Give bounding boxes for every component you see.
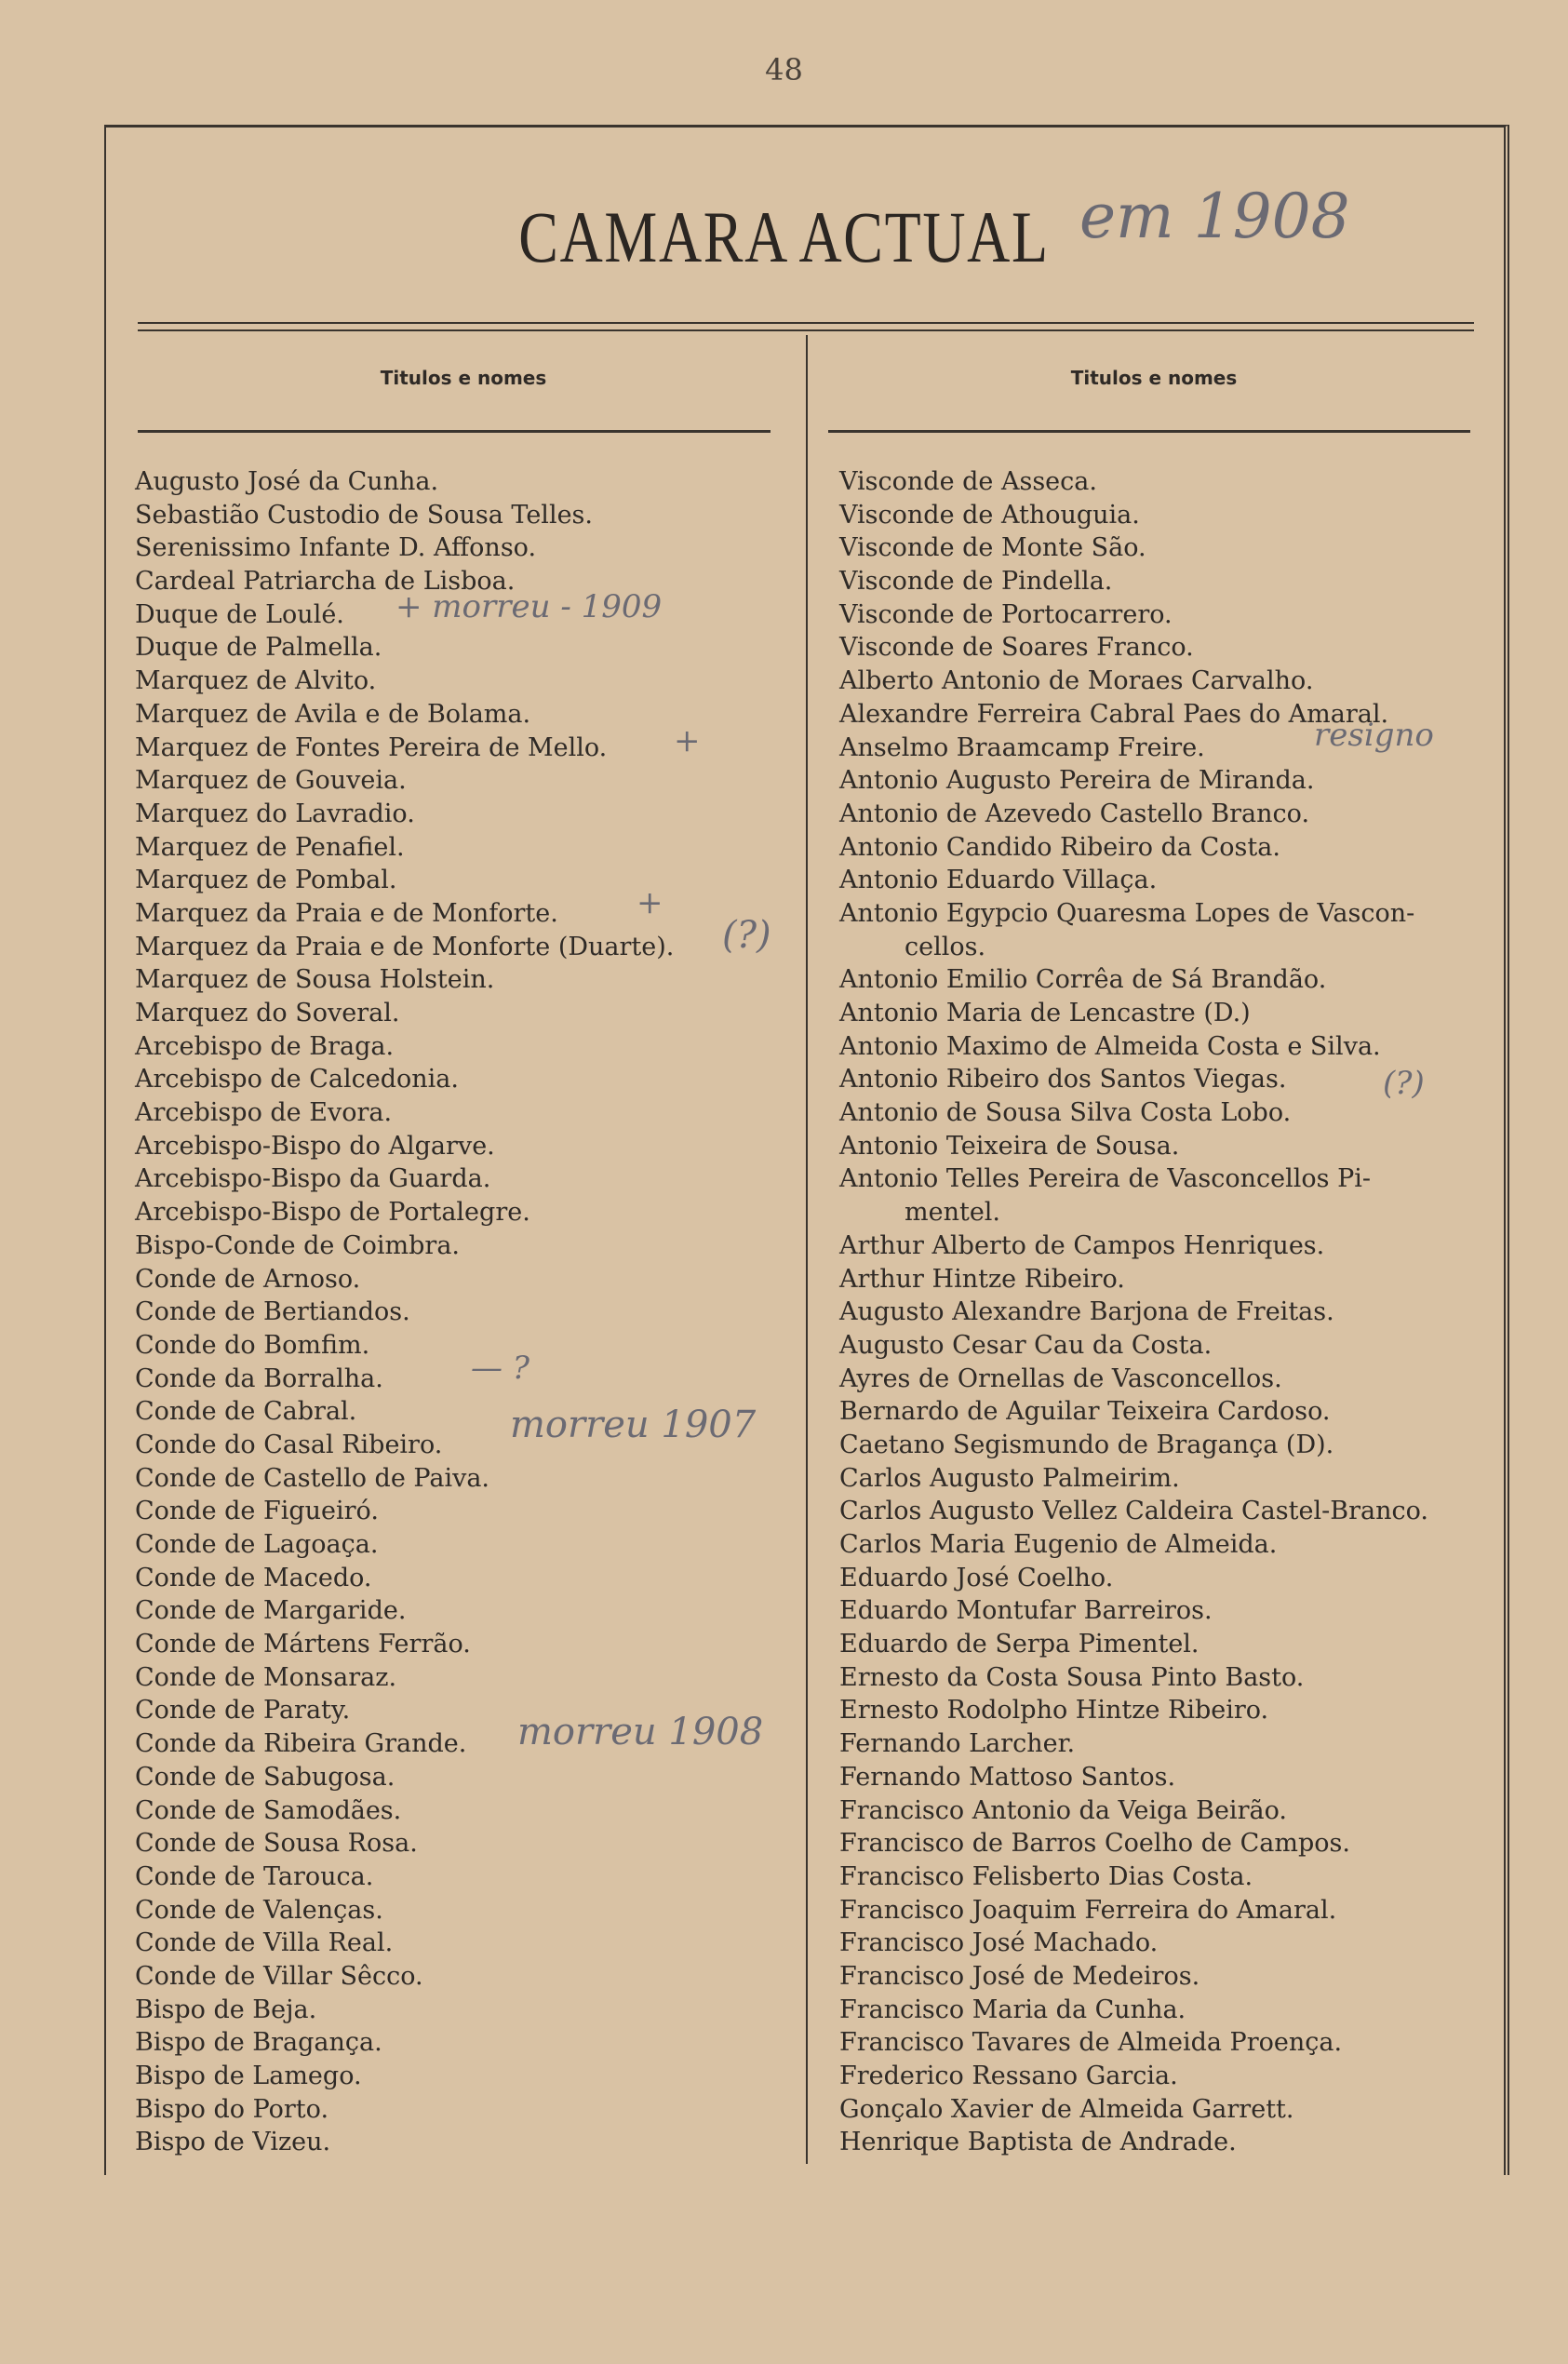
left-names-list bbox=[135, 465, 674, 2159]
left-name-entry: Arcebispo de Braga. bbox=[135, 1031, 395, 1061]
right-name-entry: mentel. bbox=[905, 1198, 1001, 1228]
right-name-entry: Alberto Antonio de Moraes Carvalho. bbox=[839, 666, 1314, 696]
right-name-entry: Anselmo Braamcamp Freire. bbox=[839, 732, 1205, 762]
annotation-fontes: + bbox=[674, 722, 701, 759]
right-name-entry: Ernesto Rodolpho Hintze Ribeiro. bbox=[839, 1696, 1269, 1726]
right-name-entry: Frederico Ressano Garcia. bbox=[839, 2062, 1178, 2090]
left-name-entry: Conde da Ribeira Grande. bbox=[135, 1729, 467, 1759]
page-title: CAMARA ACTUAL bbox=[518, 196, 1050, 277]
annotation-praia-duarte: (?) bbox=[722, 914, 771, 957]
right-name-entry: Visconde de Asseca. bbox=[839, 467, 1097, 496]
right-name-entry: Visconde de Soares Franco. bbox=[839, 633, 1194, 663]
left-name-entry: Marquez de Pombal. bbox=[135, 866, 397, 895]
annotation-casal-ribeiro: morreu 1907 bbox=[510, 1404, 757, 1446]
left-name-entry: Conde de Paraty. bbox=[135, 1696, 351, 1726]
right-name-entry: Ayres de Ornellas de Vasconcellos. bbox=[839, 1363, 1282, 1393]
right-name-entry: Caetano Segismundo de Bragança (D). bbox=[839, 1430, 1334, 1459]
right-name-entry: Antonio Ribeiro dos Santos Viegas. bbox=[839, 1065, 1287, 1095]
left-name-entry: Duque de Palmella. bbox=[135, 633, 382, 663]
right-name-entry: Antonio Egypcio Quaresma Lopes de Vascon- bbox=[839, 898, 1415, 928]
left-name-entry: Conde de Sousa Rosa. bbox=[135, 1829, 418, 1859]
left-name-entry: Marquez de Sousa Holstein. bbox=[135, 965, 495, 995]
right-name-entry: Ernesto da Costa Sousa Pinto Basto. bbox=[839, 1662, 1305, 1692]
left-name-entry: Bispo-Conde de Coimbra. bbox=[135, 1230, 461, 1260]
right-name-entry: Francisco Antonio da Veiga Beirão. bbox=[839, 1795, 1287, 1825]
right-name-entry: Antonio de Azevedo Castello Branco. bbox=[839, 799, 1310, 828]
left-header-rule bbox=[138, 430, 771, 433]
left-name-entry: Conde de Cabral. bbox=[135, 1397, 357, 1427]
left-name-entry: Arcebispo de Calcedonia. bbox=[135, 1065, 459, 1095]
right-name-entry: Antonio Telles Pereira de Vasconcellos Pi- bbox=[839, 1164, 1372, 1194]
right-name-entry: Gonçalo Xavier de Almeida Garrett. bbox=[839, 2094, 1294, 2124]
right-name-entry: Francisco José de Medeiros. bbox=[839, 1961, 1200, 1991]
left-name-entry: Arcebispo-Bispo da Guarda. bbox=[135, 1164, 491, 1194]
left-name-entry: Marquez de Avila e de Bolama. bbox=[135, 699, 531, 729]
left-name-entry: Conde do Casal Ribeiro. bbox=[135, 1430, 443, 1459]
left-name-entry: Conde de Valenças. bbox=[135, 1895, 383, 1925]
right-name-entry: Antonio Emilio Corrêa de Sá Brandão. bbox=[839, 965, 1327, 995]
left-name-entry: Serenissimo Infante D. Affonso. bbox=[135, 533, 537, 563]
right-name-entry: Alexandre Ferreira Cabral Paes do Amaral. bbox=[839, 699, 1389, 729]
column-divider bbox=[806, 335, 808, 2164]
annotation-braamcamp: resigno bbox=[1314, 717, 1434, 754]
left-name-entry: Marquez de Fontes Pereira de Mello. bbox=[135, 732, 608, 762]
right-name-entry: Visconde de Monte São. bbox=[839, 533, 1146, 563]
title-double-rule bbox=[138, 322, 1474, 331]
right-name-entry: Fernando Mattoso Santos. bbox=[839, 1762, 1176, 1792]
left-name-entry: Marquez da Praia e de Monforte. bbox=[135, 898, 558, 928]
left-name-entry: Marquez da Praia e de Monforte (Duarte). bbox=[135, 932, 675, 961]
left-name-entry: Marquez do Lavradio. bbox=[135, 799, 415, 828]
right-name-entry: Antonio Candido Ribeiro da Costa. bbox=[839, 832, 1280, 862]
right-name-entry: Henrique Baptista de Andrade. bbox=[839, 2128, 1237, 2157]
right-name-entry: Antonio Eduardo Villaça. bbox=[839, 866, 1158, 895]
left-name-entry: Marquez de Penafiel. bbox=[135, 832, 405, 862]
right-name-entry: Augusto Cesar Cau da Costa. bbox=[839, 1330, 1213, 1360]
right-name-entry: Francisco de Barros Coelho de Campos. bbox=[839, 1829, 1350, 1859]
left-name-entry: Conde de Samodães. bbox=[135, 1795, 402, 1825]
left-name-entry: Conde de Figueiró. bbox=[135, 1497, 379, 1526]
left-name-entry: Conde de Monsaraz. bbox=[135, 1662, 397, 1692]
left-name-entry: Conde de Lagoaça. bbox=[135, 1530, 379, 1559]
right-name-entry: Francisco Joaquim Ferreira do Amaral. bbox=[839, 1895, 1337, 1925]
left-name-entry: Bispo de Vizeu. bbox=[135, 2128, 331, 2157]
right-name-entry: Carlos Augusto Vellez Caldeira Castel-Branco. bbox=[839, 1497, 1428, 1526]
right-name-entry: Visconde de Athouguia. bbox=[839, 500, 1140, 530]
left-name-entry: Bispo do Porto. bbox=[135, 2094, 329, 2124]
left-name-entry: Conde de Tarouca. bbox=[135, 1861, 374, 1891]
left-name-entry: Conde de Sabugosa. bbox=[135, 1762, 395, 1792]
left-name-entry: Bispo de Beja. bbox=[135, 1995, 317, 2024]
left-name-entry: Augusto José da Cunha. bbox=[135, 467, 439, 496]
right-name-entry: Antonio de Sousa Silva Costa Lobo. bbox=[839, 1098, 1292, 1128]
right-name-entry: Eduardo Montufar Barreiros. bbox=[839, 1596, 1213, 1626]
right-name-entry: Arthur Hintze Ribeiro. bbox=[839, 1264, 1125, 1294]
right-name-entry: Carlos Maria Eugenio de Almeida. bbox=[839, 1530, 1278, 1559]
left-name-entry: Sebastião Custodio de Sousa Telles. bbox=[135, 500, 593, 530]
right-name-entry: Antonio Maria de Lencastre (D.) bbox=[839, 999, 1251, 1028]
right-name-entry: Fernando Larcher. bbox=[839, 1729, 1076, 1759]
right-column-header: Titulos e nomes bbox=[1070, 367, 1238, 389]
right-name-entry: Visconde de Portocarrero. bbox=[839, 599, 1173, 629]
left-name-entry: Marquez de Alvito. bbox=[135, 666, 377, 696]
right-name-entry: Augusto Alexandre Barjona de Freitas. bbox=[839, 1297, 1334, 1327]
right-name-entry: Antonio Maximo de Almeida Costa e Silva. bbox=[839, 1031, 1381, 1061]
page-number: 48 bbox=[765, 52, 803, 87]
left-name-entry: Duque de Loulé. bbox=[135, 599, 344, 629]
annotation-borralha: — ? bbox=[471, 1350, 530, 1387]
left-name-entry: Conde de Castello de Paiva. bbox=[135, 1463, 490, 1493]
right-name-entry: Antonio Teixeira de Sousa. bbox=[839, 1131, 1180, 1161]
right-name-entry: Carlos Augusto Palmeirim. bbox=[839, 1463, 1180, 1493]
right-name-entry: Francisco Tavares de Almeida Proença. bbox=[839, 2028, 1343, 2058]
left-name-entry: Arcebispo-Bispo de Portalegre. bbox=[135, 1198, 530, 1228]
left-column-header: Titulos e nomes bbox=[380, 367, 547, 389]
left-name-entry: Conde de Mártens Ferrão. bbox=[135, 1630, 471, 1659]
left-name-entry: Cardeal Patriarcha de Lisboa. bbox=[135, 567, 516, 597]
annotation-ribeira-grande: morreu 1908 bbox=[517, 1711, 764, 1753]
left-name-entry: Marquez do Soveral. bbox=[135, 999, 400, 1028]
title-handwritten-note: em 1908 bbox=[1079, 181, 1350, 252]
annotation-loule: + morreu - 1909 bbox=[395, 588, 663, 625]
right-name-entry: Francisco Felisberto Dias Costa. bbox=[839, 1861, 1253, 1891]
right-name-entry: Bernardo de Aguilar Teixeira Cardoso. bbox=[839, 1397, 1331, 1427]
left-name-entry: Conde de Bertiandos. bbox=[135, 1297, 410, 1327]
annotation-viegas: (?) bbox=[1383, 1065, 1425, 1102]
left-name-entry: Arcebispo de Evora. bbox=[135, 1098, 393, 1128]
right-name-entry: Eduardo José Coelho. bbox=[839, 1563, 1114, 1592]
left-name-entry: Marquez de Gouveia. bbox=[135, 766, 407, 796]
left-name-entry: Conde de Margaride. bbox=[135, 1596, 407, 1626]
right-header-rule bbox=[828, 430, 1470, 433]
left-name-entry: Arcebispo-Bispo do Algarve. bbox=[135, 1131, 495, 1161]
right-name-entry: Eduardo de Serpa Pimentel. bbox=[839, 1630, 1199, 1659]
right-name-entry: Visconde de Pindella. bbox=[839, 567, 1113, 597]
left-name-entry: Bispo de Bragança. bbox=[135, 2028, 382, 2058]
left-name-entry: Conde de Villa Real. bbox=[135, 1928, 394, 1958]
left-name-entry: Conde de Arnoso. bbox=[135, 1264, 361, 1294]
right-name-entry: Antonio Augusto Pereira de Miranda. bbox=[839, 766, 1315, 796]
annotation-praia: + bbox=[637, 884, 663, 921]
right-name-entry: cellos. bbox=[905, 932, 986, 961]
left-name-entry: Conde de Macedo. bbox=[135, 1563, 372, 1592]
left-name-entry: Conde de Villar Sêcco. bbox=[135, 1961, 423, 1991]
left-name-entry: Conde do Bomfim. bbox=[135, 1330, 370, 1360]
right-name-entry: Francisco José Machado. bbox=[839, 1928, 1159, 1958]
left-name-entry: Conde da Borralha. bbox=[135, 1363, 383, 1393]
right-name-entry: Francisco Maria da Cunha. bbox=[839, 1995, 1186, 2024]
right-name-entry: Arthur Alberto de Campos Henriques. bbox=[839, 1230, 1325, 1260]
left-name-entry: Bispo de Lamego. bbox=[135, 2062, 362, 2090]
